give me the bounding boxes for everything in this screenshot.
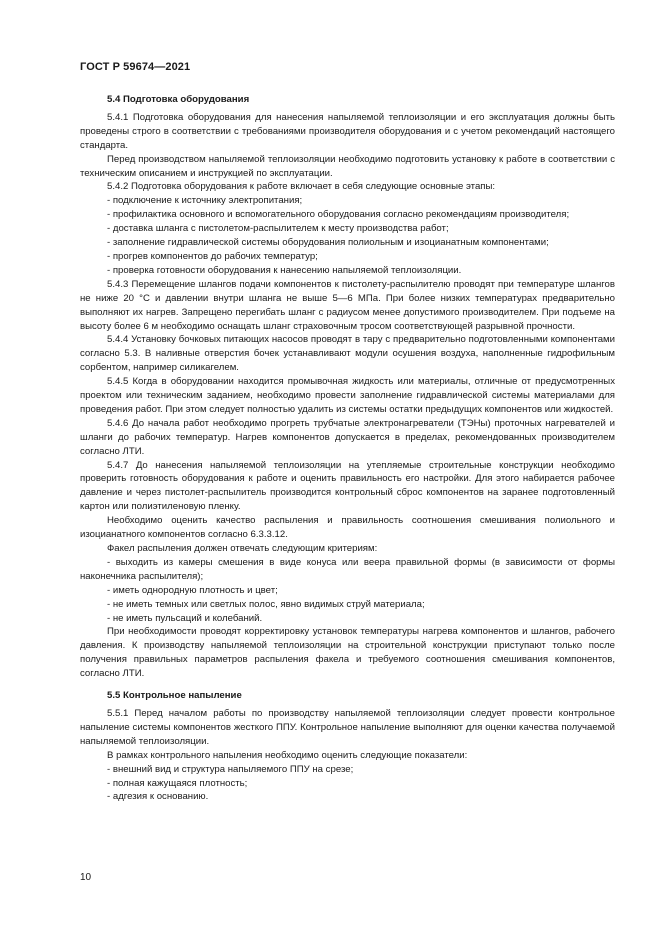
paragraph-5-4-5: 5.4.5 Когда в оборудовании находится промывочная жидкость или материалы, отличные от предусмотренных проектом или техническим заданием, необходимо провести заполнение гидравлической системы материалами для проведения работ. При этом следует полностью удалить из системы остатки предыдущих компонентов или жидкостей. bbox=[80, 376, 615, 415]
list-item: - выходить из камеры смешения в виде конуса или веера правильной формы (в зависимости от формы наконечника распылителя); bbox=[80, 556, 615, 582]
paragraph: При необходимости проводят корректировку установок температуры нагрева компонентов и шлангов, рабочего давления. К производству напыляемой теплоизоляции на строительной конструкции приступают только после получения правильных параметров распыления факела и требуемого соотношения смешивания компонентов, согласно ЛТИ. bbox=[80, 626, 615, 680]
list-item: - профилактика основного и вспомогательного оборудования согласно рекомендациям производителя; bbox=[107, 209, 570, 221]
list-item: - иметь однородную плотность и цвет; bbox=[107, 584, 278, 596]
paragraph: Факел распыления должен отвечать следующим критериям: bbox=[107, 543, 378, 554]
section-heading-5-5: 5.5 Контрольное напыление bbox=[107, 690, 242, 702]
list-item: - прогрев компонентов до рабочих температур; bbox=[107, 250, 318, 262]
list-item: - не иметь темных или светлых полос, явно видимых струй материала; bbox=[107, 598, 425, 610]
paragraph-5-4-2: 5.4.2 Подготовка оборудования к работе включает в себя следующие основные этапы: bbox=[107, 181, 496, 193]
paragraph-5-4-6: 5.4.6 До начала работ необходимо прогреть трубчатые электронагреватели (ТЭНы) проточных нагревателей и шланги до рабочих температур. Нагрев компонентов допускается в пределах, рекомендованных производителем согласно ЛТИ. bbox=[80, 417, 615, 457]
list-item: - полная кажущаяся плотность; bbox=[107, 777, 248, 789]
list-item: - заполнение гидравлической системы оборудования полиольным и изоцианатным компонентами; bbox=[107, 237, 549, 249]
paragraph-5-4-1: 5.4.1 Подготовка оборудования для нанесения напыляемой теплоизоляции и его эксплуатация должны быть проведены строго в соответствии с требованиями производителя оборудования и с учетом рекомендаций настоящего стандарта. bbox=[80, 111, 615, 151]
paragraph-5-5-1: 5.5.1 Перед началом работы по производству напыляемой теплоизоляции следует провести контрольное напыление системы компонентов жесткого ППУ. Контрольное напыление выполняют для оценки качества получаемой напыляемой теплоизоляции. bbox=[80, 707, 615, 747]
standard-header: ГОСТ Р 59674—2021 bbox=[80, 61, 191, 73]
paragraph-5-4-4: 5.4.4 Установку бочковых питающих насосов проводят в тару с предварительно подготовленными компонентами согласно 5.3. В наливные отверстия бочек устанавливают модули осушения воздуха, наполненные гидрофильным сорбентом, например силикагелем. bbox=[80, 334, 615, 374]
paragraph: Перед производством напыляемой теплоизоляции необходимо подготовить установку к работе в соответствии с техническим описанием и инструкцией по эксплуатации. bbox=[80, 153, 615, 179]
list-item: - проверка готовности оборудования к нанесению напыляемой теплоизоляции. bbox=[107, 264, 462, 276]
document-body bbox=[80, 93, 615, 804]
list-item: - подключение к источнику электропитания; bbox=[107, 195, 303, 207]
paragraph-5-4-7: 5.4.7 До нанесения напыляемой теплоизоляции на утепляемые строительные конструкции необходимо проверить готовность оборудования к работе и оценить правильность его настройки. Для этого набирается рабочее давление и через пистолет-распылитель производится контрольный сброс компонентов на заранее подготовленный картон или полиэтиленовую пленку. bbox=[80, 459, 615, 513]
paragraph: Необходимо оценить качество распыления и правильность соотношения смешивания полиольного и изоцианатного компонентов согласно 6.3.3.12. bbox=[80, 515, 615, 541]
list-item: - внешний вид и структура напыляемого ППУ на срезе; bbox=[107, 763, 354, 775]
list-item: - адгезия к основанию. bbox=[107, 791, 209, 803]
list-item: - не иметь пульсаций и колебаний. bbox=[107, 612, 263, 624]
list-item: - доставка шланга с пистолетом-распылителем к месту производства работ; bbox=[107, 223, 449, 235]
paragraph: В рамках контрольного напыления необходимо оценить следующие показатели: bbox=[107, 749, 468, 761]
section-heading-5-4: 5.4 Подготовка оборудования bbox=[107, 94, 250, 105]
paragraph-5-4-3: 5.4.3 Перемещение шлангов подачи компонентов к пистолету-распылителю проводят при температуре шлангов не ниже 20 °С и давлении внутри шланга не выше 5—6 МПа. При более низких температурах предварительно выполняют их нагрев. Запрещено перегибать шланг с радиусом менее допустимого производителем. При подъеме на высоту более 6 м необходимо оснащать шланг страховочным тросом соответствующей разрывной прочности. bbox=[80, 278, 615, 332]
page-number: 10 bbox=[80, 872, 92, 883]
